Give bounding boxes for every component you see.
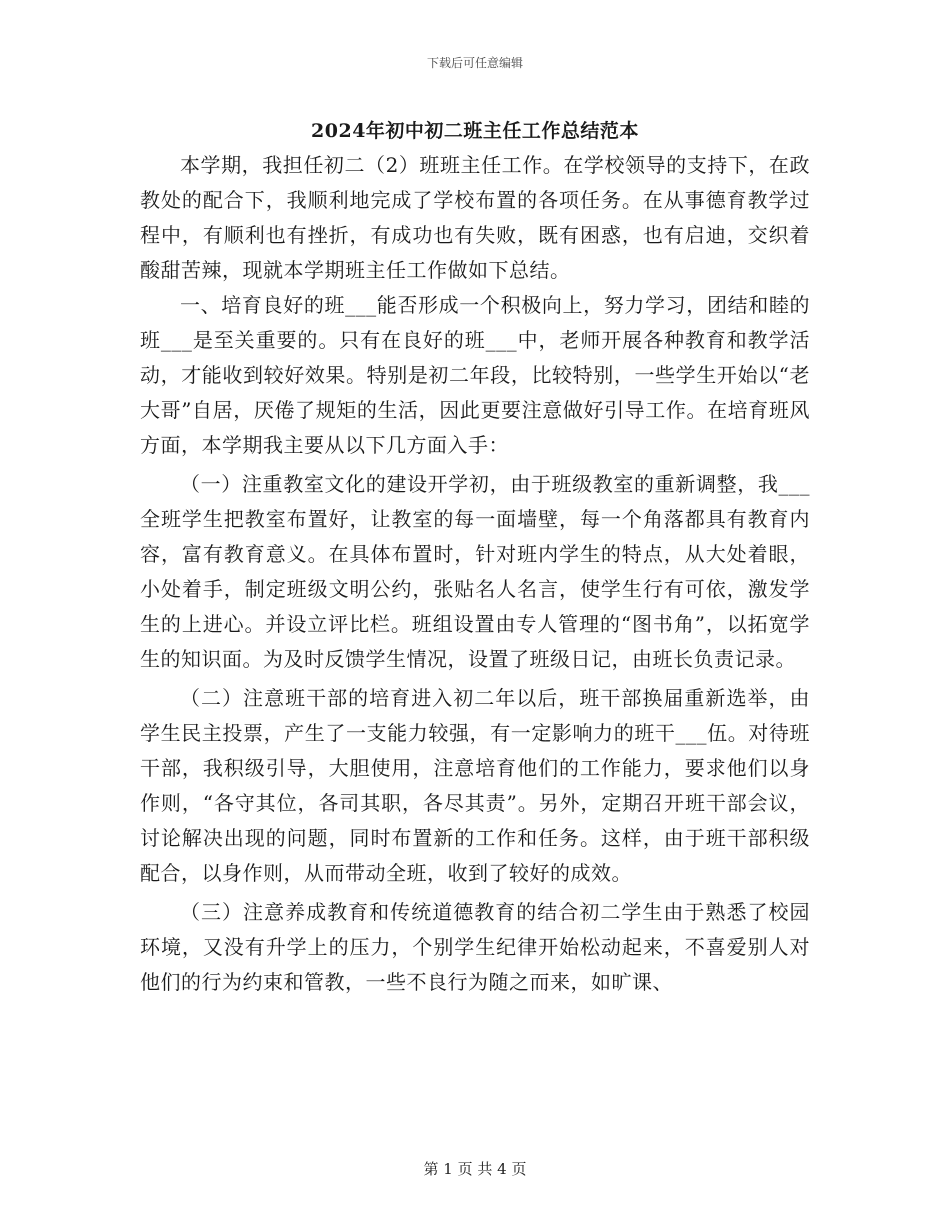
paragraph-subsection-3: （三）注意养成教育和传统道德教育的结合初二学生由于熟悉了校园环境，又没有升学上的压力，个别学生纪律开始松动起来，不喜爱别人对他们的行为约束和管教，一些不良行为随之而来，如旷课、 [140, 900, 810, 994]
paragraph-subsection-2: （二）注意班干部的培育进入初二年以后，班干部换届重新选举，由学生民主投票，产生了一支能力较强，有一定影响力的班干___伍。对待班干部，我积级引导，大胆使用，注意培育他们的工作能力，要求他们以身作则，“各守其位，各司其职，各尽其责”。另外，定期召开班干部会议，讨论解决出现的问题，同时布置新的工作和任务。这样，由于班干部积级配合，以身作则，从而带动全班，收到了较好的成效。 [140, 686, 810, 885]
page-number-footer: 第 1 页 共 4 页 [423, 1160, 527, 1178]
header-note: 下载后可任意编辑 [426, 56, 523, 70]
paragraph-intro: 本学期，我担任初二（2）班班主任工作。在学校领导的支持下，在政教处的配合下，我顺利地完成了学校布置的各项任务。在从事德育教学过程中，有顺利也有挫折，有成功也有失败，既有困惑，也有启迪，交织着酸甜苦辣，现就本学期班主任工作做如下总结。 [140, 153, 810, 282]
document-title: 2024年初中初二班主任工作总结范本 [311, 120, 639, 142]
paragraph-section-1: 一、培育良好的班___能否形成一个积极向上，努力学习，团结和睦的班___是至关重要的。只有在良好的班___中，老师开展各种教育和教学活动，才能收到较好效果。特别是初二年段，比较特别，一些学生开始以“老大哥”自居，厌倦了规矩的生活，因此更要注意做好引导工作。在培育班风方面，本学期我主要从以下几方面入手： [140, 293, 810, 457]
document-body [140, 148, 810, 1000]
paragraph-subsection-1: （一）注重教室文化的建设开学初，由于班级教室的重新调整，我___全班学生把教室布置好，让教室的每一面墙壁，每一个角落都具有教育内容，富有教育意义。在具体布置时，针对班内学生的特点，从大处着眼，小处着手，制定班级文明公约，张贴名人名言，使学生行有可依，激发学生的上进心。并设立评比栏。班组设置由专人管理的“图书角”，以拓宽学生的知识面。为及时反馈学生情况，设置了班级日记，由班长负责记录。 [140, 472, 810, 671]
